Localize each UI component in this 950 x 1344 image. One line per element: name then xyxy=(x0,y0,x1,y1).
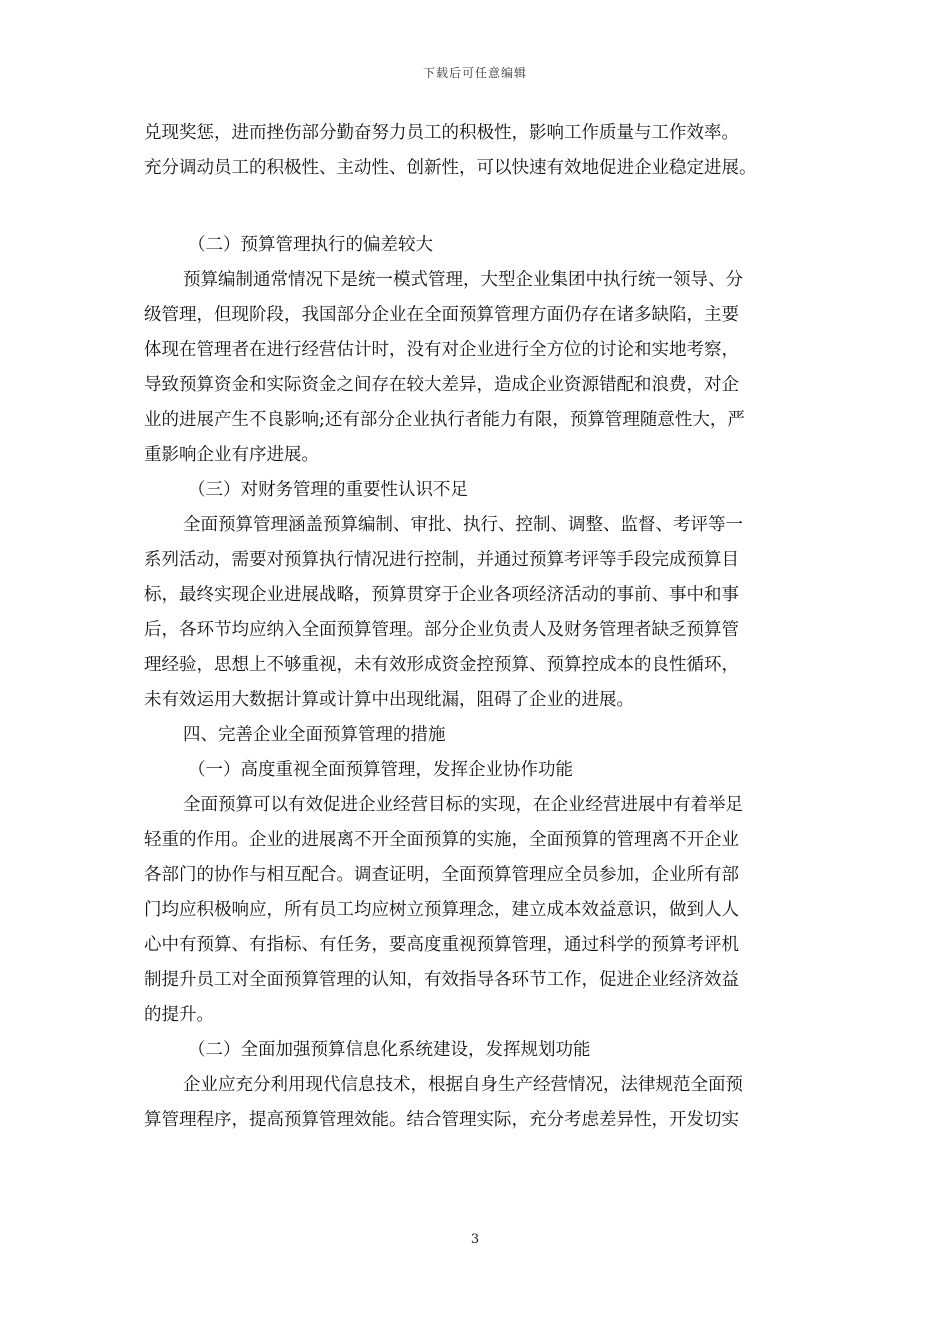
paragraph-gap xyxy=(144,186,806,228)
body-line: 门均应积极响应，所有员工均应树立预算理念，建立成本效益意识，做到人人 xyxy=(144,900,739,920)
body-line: 标，最终实现企业进展战略，预算贯穿于企业各项经济活动的事前、事中和事 xyxy=(144,585,739,605)
body-line: 预算编制通常情况下是统一模式管理，大型企业集团中执行统一领导、分 xyxy=(183,270,743,290)
body-line: 体现在管理者在进行经营估计时，没有对企业进行全方位的讨论和实地考察， xyxy=(144,340,739,360)
body-line: 的提升。 xyxy=(144,1005,214,1025)
section-heading: （二）预算管理执行的偏差较大 xyxy=(188,235,433,255)
body-line: 全面预算管理涵盖预算编制、审批、执行、控制、调整、监督、考评等一 xyxy=(183,515,743,535)
body-line: 系列活动，需要对预算执行情况进行控制，并通过预算考评等手段完成预算目 xyxy=(144,550,739,570)
body-line: 理经验，思想上不够重视，未有效形成资金控预算、预算控成本的良性循环， xyxy=(144,655,739,675)
body-line: 未有效运用大数据计算或计算中出现纰漏，阻碍了企业的进展。 xyxy=(144,690,634,710)
body-line: 企业应充分利用现代信息技术，根据自身生产经营情况，法律规范全面预 xyxy=(183,1075,743,1095)
document-body xyxy=(144,116,806,1138)
body-line: 级管理，但现阶段，我国部分企业在全面预算管理方面仍存在诸多缺陷，主要 xyxy=(144,305,739,325)
body-line: 轻重的作用。企业的进展离不开全面预算的实施，全面预算的管理离不开企业 xyxy=(144,830,739,850)
body-line: 各部门的协作与相互配合。调查证明，全面预算管理应全员参加，企业所有部 xyxy=(144,865,739,885)
body-line: 心中有预算、有指标、有任务，要高度重视预算管理，通过科学的预算考评机 xyxy=(144,935,739,955)
subsection-heading: （二）全面加强预算信息化系统建设，发挥规划功能 xyxy=(188,1040,591,1060)
body-line: 后，各环节均应纳入全面预算管理。部分企业负责人及财务管理者缺乏预算管 xyxy=(144,620,739,640)
page-number: 3 xyxy=(470,1232,480,1247)
body-line: 重影响企业有序进展。 xyxy=(144,445,319,465)
subsection-heading: （一）高度重视全面预算管理，发挥企业协作功能 xyxy=(188,760,573,780)
section-heading: 四、完善企业全面预算管理的措施 xyxy=(183,725,446,745)
page-header: 下载后可任意编辑 xyxy=(422,66,527,80)
body-line: 充分调动员工的积极性、主动性、创新性，可以快速有效地促进企业稳定进展。 xyxy=(144,158,757,178)
body-line: 制提升员工对全面预算管理的认知，有效指导各环节工作，促进企业经济效益 xyxy=(144,970,739,990)
section-heading: （三）对财务管理的重要性认识不足 xyxy=(188,480,468,500)
body-line: 兑现奖惩，进而挫伤部分勤奋努力员工的积极性，影响工作质量与工作效率。 xyxy=(144,123,739,143)
body-line: 导致预算资金和实际资金之间存在较大差异，造成企业资源错配和浪费，对企 xyxy=(144,375,739,395)
body-line: 全面预算可以有效促进企业经营目标的实现，在企业经营进展中有着举足 xyxy=(183,795,743,815)
body-line: 算管理程序，提高预算管理效能。结合管理实际，充分考虑差异性，开发切实 xyxy=(144,1110,739,1130)
body-line: 业的进展产生不良影响;还有部分企业执行者能力有限，预算管理随意性大，严 xyxy=(144,410,745,430)
